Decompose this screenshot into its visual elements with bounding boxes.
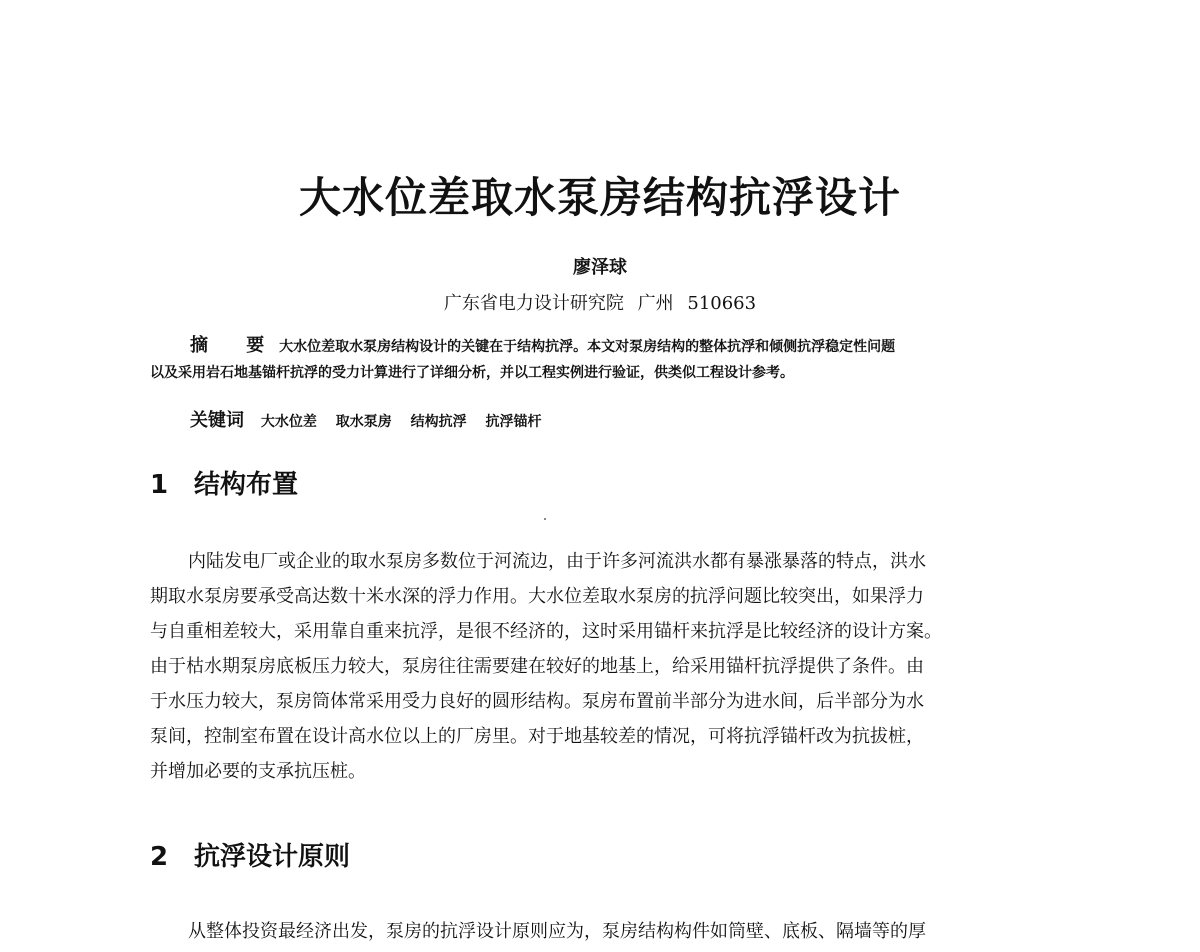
scan-speck — [544, 518, 546, 520]
paragraph-line: 于水压力较大，泵房筒体常采用受力良好的圆形结构。泵房布置前半部分为进水间，后半部分为水 — [150, 691, 924, 712]
affiliation-postcode: 510663 — [687, 293, 757, 314]
affiliation-institute: 广东省电力设计研究院 — [443, 293, 624, 314]
abstract-line-1 — [150, 333, 1080, 360]
section-number: 2 — [150, 842, 169, 872]
section-number: 1 — [150, 470, 169, 500]
keywords — [190, 408, 556, 435]
abstract-line-2: 以及采用岩石地基锚杆抗浮的受力计算进行了详细分析，并以工程实例进行验证，供类似工程设计参考。 — [150, 365, 794, 381]
paragraph-line: 期取水泵房要承受高达数十米水深的浮力作用。大水位差取水泵房的抗浮问题比较突出，如果浮力 — [150, 586, 924, 607]
keyword-item: 抗浮锚杆 — [485, 414, 542, 430]
abstract — [150, 333, 1080, 386]
paragraph-line: 内陆发电厂或企业的取水泵房多数位于河流边，由于许多河流洪水都有暴涨暴落的特点，洪水 — [188, 551, 926, 572]
section-title: 抗浮设计原则 — [194, 842, 351, 872]
section-2-paragraph — [150, 914, 1080, 949]
keywords-label: 关键词 — [190, 410, 244, 431]
paragraph-line: 与自重相差较大，采用靠自重来抗浮，是很不经济的，这时采用锚杆来抗浮是比较经济的设计方案。 — [150, 621, 942, 642]
keyword-item: 取水泵房 — [335, 414, 392, 430]
paragraph-line: 从整体投资最经济出发，泵房的抗浮设计原则应为，泵房结构构件如筒壁、底板、隔墙等的厚 — [188, 921, 926, 942]
section-title: 结构布置 — [194, 470, 299, 500]
author-name: 廖泽球 — [573, 257, 627, 278]
affiliation-city: 广州 — [637, 293, 674, 314]
section-heading-1 — [150, 468, 298, 502]
section-heading-2 — [150, 840, 350, 874]
section-1-paragraph — [150, 544, 1080, 789]
author-affiliation — [0, 292, 1200, 316]
abstract-label: 摘 要 — [190, 335, 281, 356]
abstract-text-1: 大水位差取水泵房结构设计的关键在于结构抗浮。本文对泵房结构的整体抗浮和倾侧抗浮稳定性问题 — [279, 339, 896, 355]
paragraph-line: 泵间，控制室布置在设计高水位以上的厂房里。对于地基较差的情况，可将抗浮锚杆改为抗拔桩， — [150, 726, 924, 747]
paragraph-line: 由于枯水期泵房底板压力较大，泵房往往需要建在较好的地基上，给采用锚杆抗浮提供了条件。由 — [150, 656, 924, 677]
paper-title: 大水位差取水泵房结构抗浮设计 — [298, 173, 901, 222]
keyword-item: 大水位差 — [260, 414, 317, 430]
keyword-item: 结构抗浮 — [410, 414, 467, 430]
paragraph-line: 并增加必要的支承抗压桩。 — [150, 761, 366, 782]
